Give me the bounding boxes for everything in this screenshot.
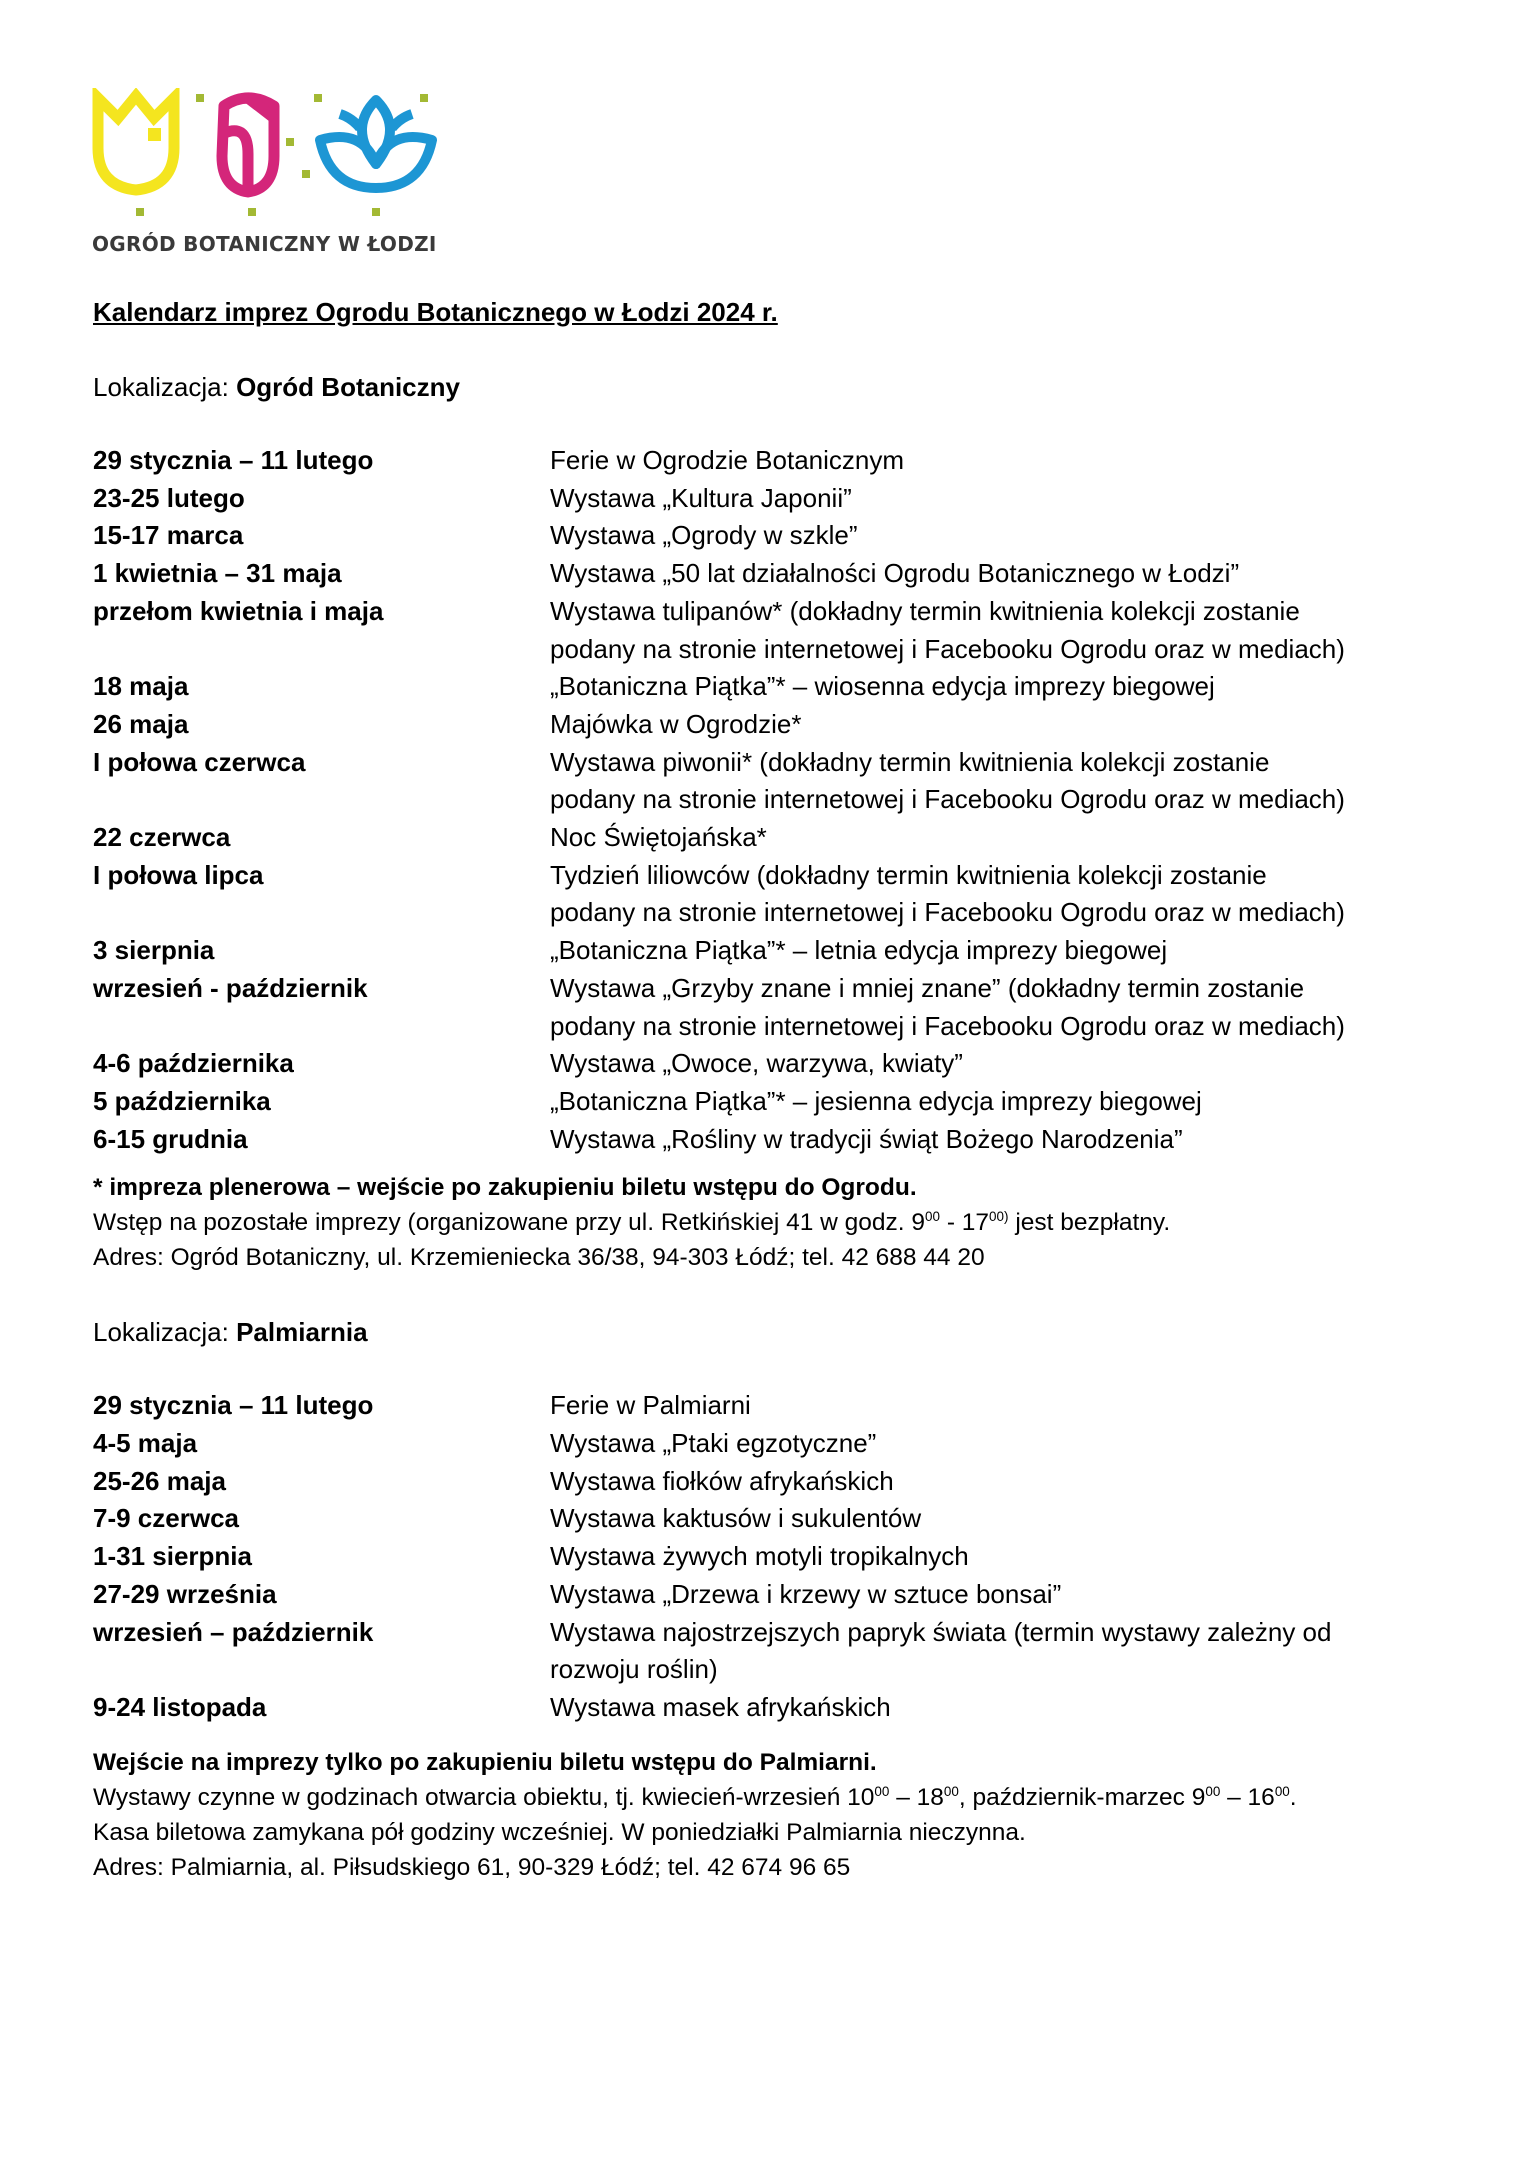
- event-row: [93, 555, 1443, 593]
- open-air-note: * impreza plenerowa – wejście po zakupieniu biletu wstępu do Ogrodu.: [93, 1174, 917, 1202]
- event-description: Wystawa żywych motyli tropikalnych: [550, 1541, 969, 1572]
- event-row: [93, 1538, 1443, 1576]
- event-date: [93, 1651, 550, 1689]
- event-description: Wystawa „Drzewa i krzewy w sztuce bonsai”: [550, 1578, 1062, 1609]
- event-description: Wystawa tulipanów* (dokładny termin kwitnienia kolekcji zostanie: [550, 595, 1300, 626]
- event-description: podany na stronie internetowej i Facebooku Ogrodu oraz w mediach): [550, 1010, 1345, 1041]
- garden-events-list: [93, 442, 1443, 1158]
- event-description: „Botaniczna Piątka”* – letnia edycja imprezy biegowej: [550, 935, 1168, 966]
- event-row: [93, 857, 1443, 895]
- location-name: Palmiarnia: [236, 1317, 368, 1348]
- hours-text: Wystawy czynne w godzinach otwarcia obiektu, tj. kwiecień-wrzesień 10: [93, 1783, 875, 1811]
- entry-sup: 00: [925, 1209, 941, 1225]
- event-row: [93, 932, 1443, 970]
- hours-sup: 00: [874, 1783, 890, 1799]
- palm-hours-note: [93, 1780, 1443, 1815]
- event-row: [93, 706, 1443, 744]
- event-description: Wystawa „Ogrody w szkle”: [550, 520, 858, 551]
- event-description: podany na stronie internetowej i Facebooku Ogrodu oraz w mediach): [550, 897, 1345, 928]
- event-description: Wystawa kaktusów i sukulentów: [550, 1503, 922, 1534]
- event-row: [93, 1425, 1443, 1463]
- event-date: wrzesień - październik: [93, 972, 368, 1003]
- event-date: wrzesień – październik: [93, 1616, 374, 1647]
- event-row: [93, 1045, 1443, 1083]
- event-date: I połowa lipca: [93, 859, 264, 890]
- event-row: [93, 1500, 1443, 1538]
- location-label: Lokalizacja:: [93, 1317, 237, 1348]
- event-description: Ferie w Ogrodzie Botanicznym: [550, 445, 905, 475]
- event-description: Noc Świętojańska*: [550, 822, 767, 853]
- event-date: 7-9 czerwca: [93, 1503, 239, 1534]
- event-row: [93, 1614, 1443, 1652]
- event-date: [93, 894, 550, 932]
- page-title: Kalendarz imprez Ogrodu Botanicznego w Łodzi 2024 r.: [93, 297, 778, 327]
- event-description: „Botaniczna Piątka”* – jesienna edycja imprezy biegowej: [550, 1085, 1202, 1116]
- location-label: Lokalizacja:: [93, 372, 237, 402]
- event-description: Majówka w Ogrodzie*: [550, 708, 802, 739]
- tulips-logo-icon: [90, 88, 470, 228]
- event-description: Wystawa najostrzejszych papryk świata (termin wystawy zależny od: [550, 1616, 1332, 1647]
- event-row: [93, 1121, 1443, 1159]
- event-date: 15-17 marca: [93, 520, 244, 551]
- document-body: [93, 294, 1443, 1885]
- event-row: [93, 631, 1443, 669]
- event-description: „Botaniczna Piątka”* – wiosenna edycja imprezy biegowej: [550, 671, 1215, 702]
- event-description: Wystawa „Kultura Japonii”: [550, 482, 852, 513]
- entry-text: Wstęp na pozostałe imprezy (organizowane przy ul. Retkińskiej 41 w godz. 9: [93, 1209, 926, 1237]
- event-row: [93, 1689, 1443, 1727]
- event-date: 29 stycznia – 11 lutego: [93, 445, 374, 475]
- event-row: [93, 1008, 1443, 1046]
- event-row: [93, 781, 1443, 819]
- event-row: [93, 1576, 1443, 1614]
- free-entry-note: [93, 1205, 1443, 1240]
- event-date: 1 kwietnia – 31 maja: [93, 558, 342, 589]
- palm-events-list: [93, 1387, 1443, 1726]
- palm-location-heading: [93, 1313, 1443, 1351]
- event-date: 3 sierpnia: [93, 935, 215, 966]
- hours-sup: 00: [943, 1783, 959, 1799]
- event-row: [93, 1083, 1443, 1121]
- event-row: [93, 894, 1443, 932]
- event-date: [93, 631, 550, 669]
- event-date: 5 października: [93, 1085, 271, 1116]
- garden-location-heading: [93, 368, 1443, 406]
- event-description: podany na stronie internetowej i Facebooku Ogrodu oraz w mediach): [550, 784, 1345, 815]
- event-row: [93, 1387, 1443, 1425]
- event-description: rozwoju roślin): [550, 1654, 718, 1685]
- event-description: Wystawa „Owoce, warzywa, kwiaty”: [550, 1048, 963, 1079]
- event-row: [93, 1651, 1443, 1689]
- logo-wordmark: OGRÓD BOTANICZNY W ŁODZI: [92, 232, 437, 256]
- event-description: Wystawa „Grzyby znane i mniej znane” (dokładny termin zostanie: [550, 972, 1305, 1003]
- event-description: podany na stronie internetowej i Facebooku Ogrodu oraz w mediach): [550, 633, 1345, 664]
- garden-address: Adres: Ogród Botaniczny, ul. Krzemieniecka 36/38, 94-303 Łódź; tel. 42 688 44 20: [93, 1244, 985, 1272]
- event-date: 29 stycznia – 11 lutego: [93, 1390, 374, 1421]
- event-description: Wystawa „Rośliny w tradycji świąt Bożego Narodzenia”: [550, 1123, 1183, 1154]
- event-row: [93, 668, 1443, 706]
- event-date: 4-5 maja: [93, 1428, 198, 1459]
- event-description: Ferie w Palmiarni: [550, 1390, 751, 1421]
- event-row: [93, 517, 1443, 555]
- event-description: Wystawa „Ptaki egzotyczne”: [550, 1428, 877, 1459]
- palm-entry-note: Wejście na imprezy tylko po zakupieniu biletu wstępu do Palmiarni.: [93, 1748, 877, 1776]
- event-date: 18 maja: [93, 671, 189, 702]
- event-row: [93, 1463, 1443, 1501]
- hours-sup: 00: [1205, 1783, 1221, 1799]
- event-date: 26 maja: [93, 708, 189, 739]
- event-date: 1-31 sierpnia: [93, 1541, 252, 1572]
- hours-text: .: [1289, 1783, 1297, 1811]
- event-row: [93, 442, 1443, 480]
- event-date: przełom kwietnia i maja: [93, 595, 384, 626]
- event-date: I połowa czerwca: [93, 746, 306, 777]
- event-date: 4-6 października: [93, 1048, 294, 1079]
- event-row: [93, 593, 1443, 631]
- event-row: [93, 480, 1443, 518]
- palm-address: Adres: Palmiarnia, al. Piłsudskiego 61, 90-329 Łódź; tel. 42 674 96 65: [93, 1853, 851, 1881]
- event-date: [93, 781, 550, 819]
- garden-logo: [90, 88, 470, 268]
- event-date: 6-15 grudnia: [93, 1123, 248, 1154]
- event-date: 9-24 listopada: [93, 1691, 267, 1722]
- event-date: 27-29 września: [93, 1578, 277, 1609]
- hours-text: , październik-marzec 9: [958, 1783, 1206, 1811]
- event-description: Wystawa „50 lat działalności Ogrodu Botanicznego w Łodzi”: [550, 558, 1240, 589]
- event-description: Wystawa piwonii* (dokładny termin kwitnienia kolekcji zostanie: [550, 746, 1270, 777]
- event-description: Wystawa fiołków afrykańskich: [550, 1465, 894, 1496]
- event-date: 23-25 lutego: [93, 482, 245, 513]
- event-row: [93, 744, 1443, 782]
- hours-text: – 16: [1220, 1783, 1275, 1811]
- hours-text: – 18: [889, 1783, 944, 1811]
- event-date: [93, 1008, 550, 1046]
- event-date: 22 czerwca: [93, 822, 231, 853]
- entry-sup: 00): [989, 1209, 1009, 1225]
- hours-sup: 00: [1274, 1783, 1290, 1799]
- entry-text: jest bezpłatny.: [1008, 1209, 1171, 1237]
- event-row: [93, 970, 1443, 1008]
- event-row: [93, 819, 1443, 857]
- event-description: Wystawa masek afrykańskich: [550, 1691, 891, 1722]
- location-name: Ogród Botaniczny: [236, 372, 460, 402]
- palm-cashier-note: Kasa biletowa zamykana pół godziny wcześniej. W poniedziałki Palmiarnia nieczynna.: [93, 1818, 1026, 1846]
- event-date: 25-26 maja: [93, 1465, 226, 1496]
- event-description: Tydzień liliowców (dokładny termin kwitnienia kolekcji zostanie: [550, 859, 1267, 890]
- entry-text: - 17: [940, 1209, 990, 1237]
